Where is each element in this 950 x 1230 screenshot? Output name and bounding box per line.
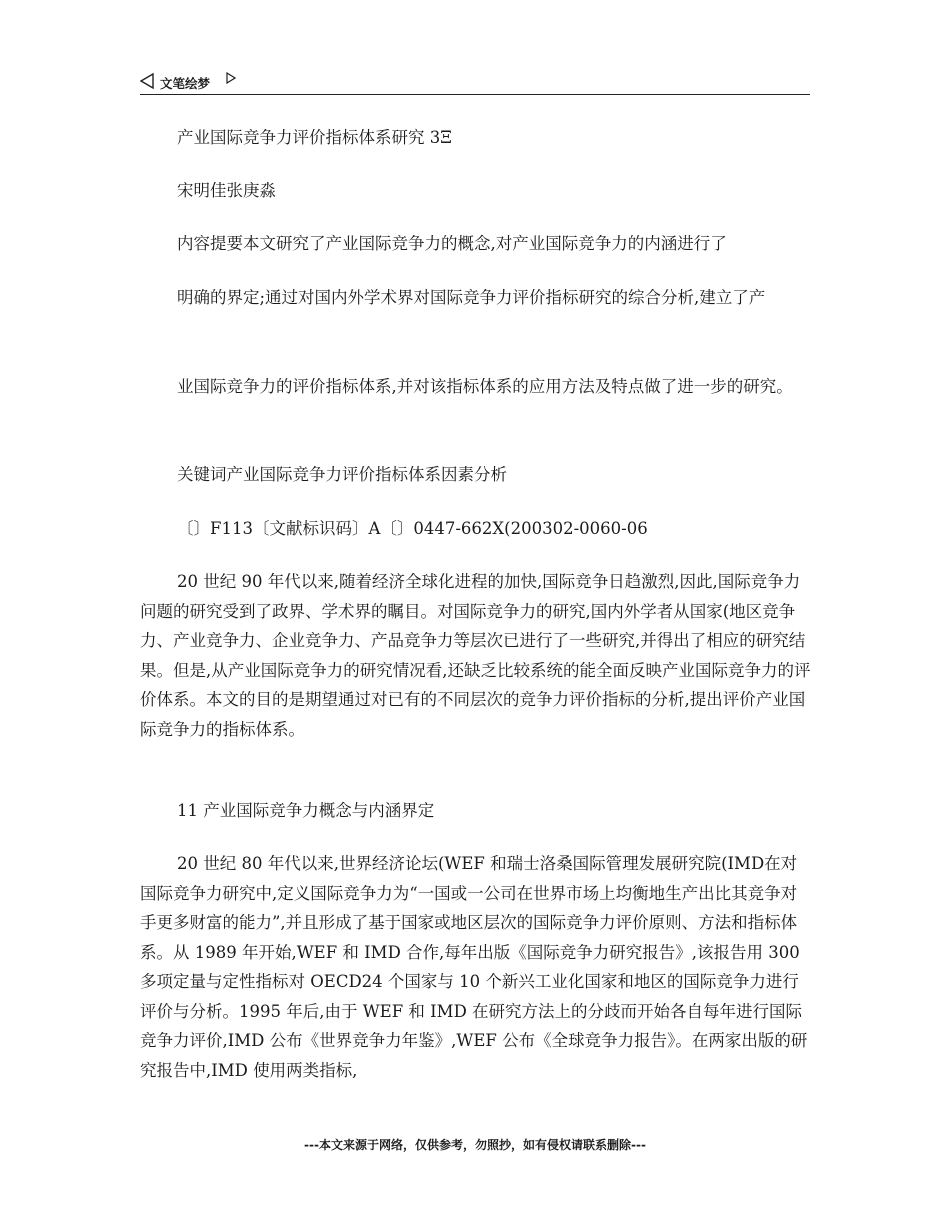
doc-authors: 宋明佳张庚淼 [177, 181, 276, 200]
abstract-line-2: 明确的界定;通过对国内外学术界对国际竞争力评价指标研究的综合分析,建立了产 [177, 288, 766, 307]
abstract-line-3: 业国际竞争力的评价指标体系,并对该指标体系的应用方法及特点做了进一步的研究。 [177, 377, 793, 396]
footer-notice: ---本文来源于网络，仅供参考，勿照抄，如有侵权请联系删除--- [304, 1138, 646, 1152]
page-header [140, 70, 810, 95]
section-heading: 11 产业国际竞争力概念与内涵界定 [177, 801, 435, 820]
body-paragraph-1: 20 世纪 90 年代以来,随着经济全球化进程的加快,国际竞争日趋激烈,因此,国际竞争力问题的研究受到了政界、学术界的瞩目。对国际竞争力的研究,国内外学者从国家(地区竞争力、产业竞争力、企业竞争力、产品竞争力等层次已进行了一些研究,并得出了相应的研究结果。但是,从产业国际竞争力的研究情况看,还缺乏比较系统的能全面反映产业国际竞争力的评价体系。本文的目的是期望通过对已有的不同层次的竞争力评价指标的分析,提出评价产业国际竞争力的指标体系。 [140, 572, 811, 739]
header-brand: 文笔绘梦 [160, 76, 211, 91]
doc-title: 产业国际竞争力评价指标体系研究 3Ξ [177, 128, 452, 147]
triangle-right-icon [226, 72, 236, 84]
keywords: 关键词产业国际竞争力评价指标体系因素分析 [177, 465, 507, 484]
classification-line: 〔〕F113〔文献标识码〕A〔〕0447-662X(200302-0060-06 [177, 519, 648, 538]
body-paragraph-2: 20 世纪 80 年代以来,世界经济论坛(WEF 和瑞士洛桑国际管理发展研究院(IMD在对国际竞争力研究中,定义国际竞争力为“一国或一公司在世界市场上均衡地生产出比其竞争对手更多财富的能力”,并且形成了基于国家或地区层次的国际竞争力评价原则、方法和指标体系。从 1989 年开始,WEF 和 IMD 合作,每年出版《国际竞争力研究报告》,该报告用 300 多项定量与定性指标对 OECD24 个国家与 10 个新兴工业化国家和地区的国际竞争力进行评价与分析。1995 年后,由于 WEF 和 IMD 在研究方法上的分歧而开始各自每年进行国际竞争力评价,IMD 公布《世界竞争力年鉴》,WEF 公布《全球竞争力报告》。在两家出版的研究报告中,IMD 使用两类指标, [140, 854, 808, 1080]
abstract-line-1: 内容提要本文研究了产业国际竞争力的概念,对产业国际竞争力的内涵进行了 [177, 234, 727, 253]
triangle-left-icon [140, 73, 154, 89]
